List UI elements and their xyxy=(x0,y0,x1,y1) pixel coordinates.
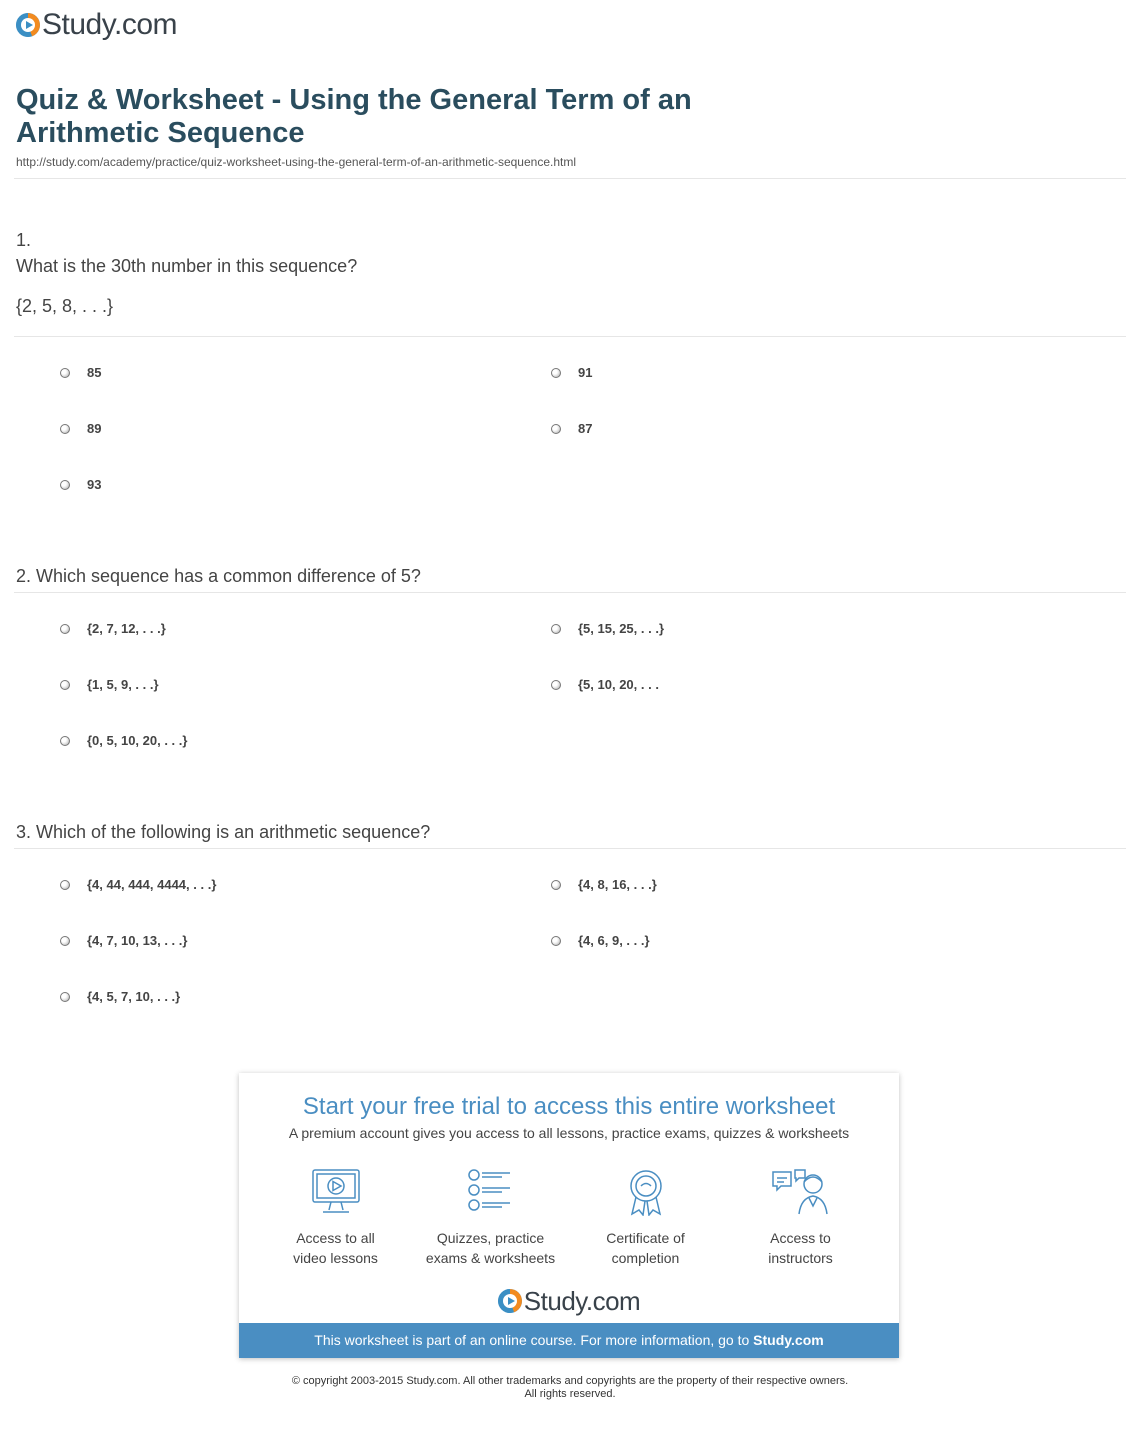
answer-label: 87 xyxy=(578,421,593,436)
question-1-number: 1. xyxy=(16,230,32,250)
answer-option[interactable] xyxy=(60,621,166,636)
page-url: http://study.com/academy/practice/quiz-worksheet-using-the-general-term-of-an-arithmetic-sequence.html xyxy=(16,155,577,169)
feature-instructors xyxy=(723,1168,878,1268)
course-info-banner xyxy=(239,1323,899,1358)
feature-label-line2: exams & worksheets xyxy=(425,1250,556,1266)
answer-option[interactable] xyxy=(60,677,159,692)
radio-icon[interactable] xyxy=(551,880,561,890)
answer-option[interactable] xyxy=(60,365,101,380)
answer-option[interactable] xyxy=(60,877,216,892)
answer-option[interactable] xyxy=(551,421,592,436)
feature-certificate xyxy=(568,1168,723,1268)
answer-option[interactable] xyxy=(551,621,664,636)
radio-icon[interactable] xyxy=(60,992,70,1002)
question-3-text: 3. Which of the following is an arithmetic sequence? xyxy=(16,822,431,842)
divider xyxy=(14,178,1126,179)
radio-icon[interactable] xyxy=(551,368,561,378)
radio-icon[interactable] xyxy=(60,936,70,946)
answer-option[interactable] xyxy=(551,677,659,692)
feature-quizzes xyxy=(413,1168,568,1268)
free-trial-subtitle: A premium account gives you access to all lessons, practice exams, quizzes & worksheets xyxy=(288,1125,850,1141)
banner-text: This worksheet is part of an online course. For more information, go to xyxy=(314,1332,754,1348)
logo-text: Study.com xyxy=(523,1286,641,1316)
answer-label: {5, 10, 20, . . . xyxy=(578,677,659,692)
question-2-text: 2. Which sequence has a common difference of 5? xyxy=(16,566,421,586)
banner-link[interactable]: Study.com xyxy=(753,1332,824,1348)
radio-icon[interactable] xyxy=(551,936,561,946)
copyright-line2: All rights reserved. xyxy=(524,1388,616,1400)
answer-option[interactable] xyxy=(60,733,187,748)
answer-label: {4, 6, 9, . . .} xyxy=(578,933,650,948)
instructor-icon xyxy=(771,1168,831,1216)
radio-icon[interactable] xyxy=(60,680,70,690)
answer-label: 85 xyxy=(87,365,102,380)
feature-label-line1: Access to all xyxy=(296,1230,375,1246)
play-logo-icon xyxy=(16,13,40,37)
answer-option[interactable] xyxy=(60,933,187,948)
answer-label: {4, 44, 444, 4444, . . .} xyxy=(87,877,217,892)
free-trial-card xyxy=(239,1073,899,1358)
feature-label-line1: Access to xyxy=(770,1230,831,1246)
answer-option[interactable] xyxy=(60,421,101,436)
answer-option[interactable] xyxy=(60,477,101,492)
divider xyxy=(14,336,1126,337)
study-logo[interactable] xyxy=(16,10,177,40)
feature-video-lessons xyxy=(258,1168,413,1268)
answer-label: 93 xyxy=(87,477,102,492)
answer-label: {4, 8, 16, . . .} xyxy=(578,877,657,892)
answer-label: {4, 5, 7, 10, . . .} xyxy=(87,989,181,1004)
answer-label: 89 xyxy=(87,421,102,436)
free-trial-title[interactable]: Start your free trial to access this entire worksheet xyxy=(302,1093,836,1120)
quiz-list-icon xyxy=(466,1168,516,1216)
answer-option[interactable] xyxy=(551,365,592,380)
question-1-text: What is the 30th number in this sequence? xyxy=(16,256,358,276)
radio-icon[interactable] xyxy=(60,424,70,434)
answer-option[interactable] xyxy=(60,989,180,1004)
question-1-sequence: {2, 5, 8, . . .} xyxy=(16,296,114,316)
feature-label-line1: Quizzes, practice xyxy=(436,1230,545,1246)
radio-icon[interactable] xyxy=(60,480,70,490)
logo-text: Study.com xyxy=(42,8,177,41)
answer-option[interactable] xyxy=(551,877,657,892)
radio-icon[interactable] xyxy=(60,624,70,634)
play-logo-icon xyxy=(498,1289,522,1313)
radio-icon[interactable] xyxy=(60,880,70,890)
radio-icon[interactable] xyxy=(60,368,70,378)
video-lessons-icon xyxy=(311,1168,361,1216)
copyright-line1: © copyright 2003-2015 Study.com. All other trademarks and copyrights are the property of their respective owners. xyxy=(291,1375,849,1387)
answer-label: {1, 5, 9, . . .} xyxy=(87,677,159,692)
card-study-logo[interactable] xyxy=(239,1286,899,1316)
answer-option[interactable] xyxy=(551,933,650,948)
radio-icon[interactable] xyxy=(551,624,561,634)
certificate-icon xyxy=(621,1168,671,1216)
divider xyxy=(14,848,1126,849)
radio-icon[interactable] xyxy=(551,680,561,690)
feature-label-line2: instructors xyxy=(768,1250,833,1266)
feature-label-line1: Certificate of xyxy=(606,1230,685,1246)
feature-label-line2: video lessons xyxy=(293,1250,378,1266)
radio-icon[interactable] xyxy=(60,736,70,746)
answer-label: {4, 7, 10, 13, . . .} xyxy=(87,933,188,948)
answer-label: {5, 15, 25, . . .} xyxy=(578,621,664,636)
page-title: Quiz & Worksheet - Using the General Term of an Arithmetic Sequence xyxy=(16,84,692,149)
radio-icon[interactable] xyxy=(551,424,561,434)
answer-label: 91 xyxy=(578,365,593,380)
feature-label-line2: completion xyxy=(611,1250,680,1266)
answer-label: {2, 7, 12, . . .} xyxy=(87,621,166,636)
answer-label: {0, 5, 10, 20, . . .} xyxy=(87,733,188,748)
copyright xyxy=(0,1375,1140,1401)
divider xyxy=(14,592,1126,593)
